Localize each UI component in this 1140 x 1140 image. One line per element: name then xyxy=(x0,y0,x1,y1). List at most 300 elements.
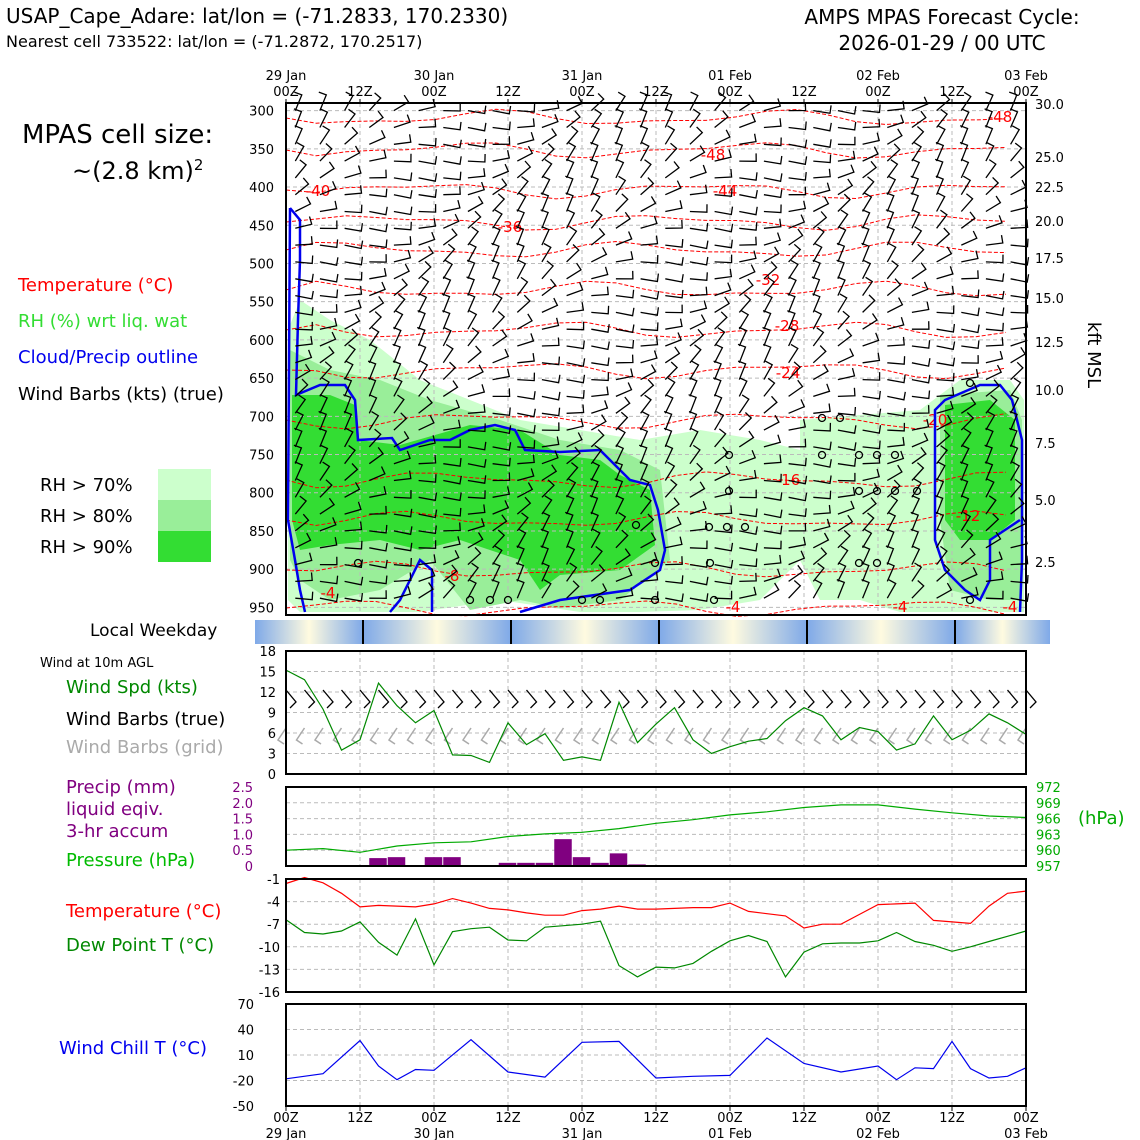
wind-barb-467 xyxy=(715,344,723,363)
wind-barb-531 xyxy=(813,384,829,397)
wind-barb-463 xyxy=(616,355,633,363)
wind-barb-413 xyxy=(863,314,877,330)
wind-barb-70 xyxy=(542,129,556,145)
wind-barb-521 xyxy=(567,390,585,398)
wind-barb-459 xyxy=(517,353,534,363)
legend-dewpoint: Dew Point T (°C) xyxy=(66,935,215,956)
kft-tick-label-6: 12.5 xyxy=(1035,336,1064,351)
true-wind-barb-14 xyxy=(545,690,555,708)
precip-ytick-0: 0 xyxy=(244,860,253,875)
grid-wind-barb-22 xyxy=(685,728,693,744)
wind-barb-415 xyxy=(912,321,929,329)
wind-barb-466 xyxy=(690,345,701,363)
precip-ytick-5: 2.5 xyxy=(232,781,253,796)
wind-barb-5 xyxy=(419,99,436,111)
wind-barb-119 xyxy=(1011,143,1022,161)
wind-barb-114 xyxy=(887,144,900,161)
wind-barb-63 xyxy=(369,130,385,144)
grid-wind-barb-7 xyxy=(408,728,416,744)
wind-barb-492 xyxy=(591,372,608,380)
wind-barb-149 xyxy=(1011,161,1024,178)
wind-barb-414 xyxy=(887,317,903,329)
wind-barb-263 xyxy=(861,227,869,246)
wind-barb-124 xyxy=(394,173,412,181)
true-wind-barb-13 xyxy=(527,690,537,708)
wind-barb-30 xyxy=(294,109,302,128)
wind-barb-509 xyxy=(1011,362,1023,379)
wind-barb-371 xyxy=(567,302,584,312)
wind-barb-188 xyxy=(493,194,505,212)
wind-barb-529 xyxy=(764,378,775,396)
wind-barb-384 xyxy=(887,298,902,313)
weekday-strip-segment-1 xyxy=(363,620,511,644)
wind-barb-173 xyxy=(863,177,874,195)
wind-barb-16 xyxy=(690,92,698,111)
wind-barb-90 xyxy=(295,143,304,162)
true-wind-barb-37 xyxy=(971,690,981,708)
isotherm-label-14: -4 xyxy=(892,598,908,616)
wind-barb-60 xyxy=(295,126,302,145)
wind-barb-498 xyxy=(738,361,746,380)
wind-barb-387 xyxy=(961,308,979,316)
wind-barb-133 xyxy=(616,159,624,178)
wind-barb-457 xyxy=(468,346,481,363)
wind-barb-333 xyxy=(369,282,385,296)
wind-barb-490 xyxy=(542,375,560,383)
grid-wind-barb-16 xyxy=(574,728,582,744)
wind-barb-82 xyxy=(838,137,855,145)
wind-barb-417 xyxy=(961,325,979,333)
wind-barb-587 xyxy=(715,412,724,431)
wind-barb-327 xyxy=(961,270,978,279)
wind-barb-21 xyxy=(813,105,831,113)
bottom-time-label-1: 12Z xyxy=(347,1111,373,1126)
precip-ytick-4: 2.0 xyxy=(232,796,253,812)
wind-barb-287 xyxy=(715,255,732,263)
wind-barb-383 xyxy=(863,295,875,313)
pressure-tick-label-2: 400 xyxy=(249,181,274,197)
wind-barb-169 xyxy=(764,190,782,198)
wind-barb-182 xyxy=(345,205,362,213)
top-date-label-0: 29 Jan xyxy=(265,69,307,84)
wind-barb-418 xyxy=(986,323,1003,331)
wind-barb-101 xyxy=(567,143,576,162)
wind-barb-325 xyxy=(912,263,926,279)
wind-barb-472 xyxy=(838,349,853,363)
legend-precip1: Precip (mm) xyxy=(66,777,176,798)
wind-barb-254 xyxy=(641,236,658,246)
wind-barb-76 xyxy=(690,127,702,144)
wind-barb-247 xyxy=(468,227,478,245)
wind-barb-407 xyxy=(715,312,727,329)
pressure-tick-label-1: 350 xyxy=(249,142,274,158)
wind-barb-305 xyxy=(419,261,431,278)
wind-barb-356 xyxy=(937,286,954,296)
true-wind-barb-3 xyxy=(342,690,352,708)
wind-ytick-6: 18 xyxy=(259,645,276,660)
cell-size-exponent: 2 xyxy=(193,156,204,174)
true-wind-barb-22 xyxy=(693,690,703,708)
wind-barb-166 xyxy=(690,185,707,195)
wind-barb-177 xyxy=(961,176,970,195)
kft-tick-label-0: 30.0 xyxy=(1035,98,1064,113)
legend-windchill: Wind Chill T (°C) xyxy=(59,1038,207,1059)
wind-barb-265 xyxy=(912,227,921,245)
bottom-time-label-10: 00Z xyxy=(1013,1111,1039,1126)
grid-wind-barb-28 xyxy=(796,728,804,744)
wind-barb-72 xyxy=(591,126,599,145)
kft-tick-label-2: 22.5 xyxy=(1035,181,1064,196)
wind-barb-316 xyxy=(690,272,707,280)
isotherm-label-8: -20 xyxy=(922,411,948,429)
wind-barb-262 xyxy=(838,227,846,246)
wind-barb-187 xyxy=(468,196,483,211)
wind-barb-444 xyxy=(887,337,904,346)
wind-barb-162 xyxy=(591,176,598,195)
bottom-time-label-0: 00Z xyxy=(273,1111,299,1126)
wind-barb-245 xyxy=(419,232,435,245)
wind-barb-497 xyxy=(714,361,722,380)
wind-barb-530 xyxy=(789,380,803,396)
weekday-strip-segment-5 xyxy=(955,620,1050,644)
true-wind-barb-39 xyxy=(1008,690,1018,708)
bottom-date-label-5: 03 Feb xyxy=(1004,1127,1048,1140)
wind-barb-85 xyxy=(912,127,924,145)
wind-barb-551 xyxy=(567,405,584,414)
top-date-label-1: 30 Jan xyxy=(413,69,455,84)
kft-tick-label-3: 20.0 xyxy=(1035,215,1064,230)
wind-barb-584 xyxy=(641,412,649,431)
true-wind-barb-40 xyxy=(1026,690,1036,708)
wind-barb-84 xyxy=(887,129,902,144)
wind-barb-73 xyxy=(615,126,623,145)
wind-barb-81 xyxy=(813,139,831,147)
wind-barb-143 xyxy=(863,161,877,178)
pressure-ytick-2: 963 xyxy=(1036,828,1061,844)
wind-ytick-5: 15 xyxy=(259,665,276,681)
isotherm-label-10: -12 xyxy=(955,507,981,525)
wind-barb-385 xyxy=(912,302,929,313)
wind-barb-273 xyxy=(369,254,386,262)
wind-barb-525 xyxy=(665,378,674,396)
isotherm-label-4: -36 xyxy=(497,218,523,236)
wind-barb-558 xyxy=(739,395,749,413)
bottom-date-label-4: 02 Feb xyxy=(856,1127,900,1140)
top-time-label-10: 00Z xyxy=(1013,85,1039,100)
wind-barb-283 xyxy=(616,251,633,262)
weekday-strip xyxy=(255,620,1050,644)
bottom-time-axis xyxy=(266,1106,1048,1140)
wind-barb-519 xyxy=(517,391,535,399)
wind-barb-231 xyxy=(813,212,826,229)
wind-barb-279 xyxy=(516,243,524,262)
kft-tick-label-4: 17.5 xyxy=(1035,252,1064,267)
wind-barb-230 xyxy=(789,215,805,229)
top-date-label-4: 02 Feb xyxy=(856,69,900,84)
wind-barb-437 xyxy=(715,328,725,346)
grid-wind-barb-34 xyxy=(907,728,915,744)
precip-bar-3 xyxy=(443,857,461,866)
precip-bar-1 xyxy=(388,857,406,866)
chill-ytick-1: 40 xyxy=(237,1023,254,1039)
grid-wind-barb-9 xyxy=(445,728,453,744)
isotherm-label-0: -48 xyxy=(987,108,1013,126)
bottom-time-label-5: 12Z xyxy=(643,1111,669,1126)
wind-barb-890 xyxy=(789,581,801,599)
wind-frame xyxy=(286,651,1026,774)
kft-tick-label-9: 5.0 xyxy=(1035,494,1056,509)
wind-barb-65 xyxy=(419,138,436,146)
wind-barb-62 xyxy=(345,127,358,144)
chill-ytick-2: 10 xyxy=(237,1049,254,1064)
true-wind-barb-34 xyxy=(915,690,925,708)
wind-barb-147 xyxy=(961,159,968,178)
top-date-label-5: 03 Feb xyxy=(1004,69,1048,84)
true-wind-barb-21 xyxy=(675,690,685,708)
wind-barb-225 xyxy=(665,220,682,228)
grid-wind-barb-26 xyxy=(759,728,767,744)
wind-barb-300 xyxy=(295,274,313,282)
wind-barb-562 xyxy=(838,407,856,415)
wind-barb-458 xyxy=(493,349,509,363)
grid-wind-barb-38 xyxy=(981,728,989,744)
true-wind-barb-31 xyxy=(860,690,870,708)
wind-barb-284 xyxy=(641,255,658,263)
isotherm-label-5: -32 xyxy=(755,271,781,289)
pressure-tick-label-13: 950 xyxy=(249,601,274,617)
wind-barb-193 xyxy=(616,194,628,212)
wind-barb-184 xyxy=(394,207,412,215)
pressure-tick-label-10: 800 xyxy=(249,486,274,502)
wind-barb-381 xyxy=(812,294,819,313)
true-wind-barb-36 xyxy=(952,690,962,708)
wind-barb-560 xyxy=(789,399,805,413)
grid-wind-barb-1 xyxy=(297,728,305,744)
wind-barb-561 xyxy=(813,404,830,414)
wind-barb-171 xyxy=(813,183,829,195)
true-wind-barb-9 xyxy=(453,690,463,708)
true-wind-barb-25 xyxy=(749,690,759,708)
wind-barb-200 xyxy=(789,201,806,212)
wind-barb-161 xyxy=(565,176,573,195)
wind-barb-54 xyxy=(887,115,903,128)
wind-barb-526 xyxy=(689,378,696,397)
kft-tick-label-7: 10.0 xyxy=(1035,384,1064,399)
wind-barb-334 xyxy=(394,279,407,296)
isotherm-line-5 xyxy=(286,281,1006,296)
wind-barb-148 xyxy=(986,160,996,178)
wind-barb-495 xyxy=(665,362,677,380)
wind-barb-380 xyxy=(787,294,795,313)
wind-barb-128 xyxy=(493,164,509,178)
legend-rh80: RH > 80% xyxy=(40,506,133,527)
top-time-label-0: 00Z xyxy=(273,85,299,100)
pressure-ytick-5: 972 xyxy=(1036,781,1061,796)
wind-barb-203 xyxy=(863,193,872,212)
wind-barb-256 xyxy=(690,241,708,249)
wind-barb-266 xyxy=(937,228,950,245)
wind-barb-205 xyxy=(911,193,919,212)
wind-barb-376 xyxy=(690,301,707,313)
wind-barb-49 xyxy=(764,118,781,127)
wind-barb-199 xyxy=(764,205,781,213)
legend-cloud-outline: Cloud/Precip outline xyxy=(18,347,199,368)
bottom-time-label-2: 00Z xyxy=(421,1111,447,1126)
bottom-date-label-0: 29 Jan xyxy=(265,1127,307,1140)
wind-barb-130 xyxy=(542,160,552,178)
wind-barb-192 xyxy=(591,193,600,212)
wind-barb-392 xyxy=(345,314,360,329)
wind-barb-559 xyxy=(764,396,777,413)
wind-barb-364 xyxy=(394,294,405,312)
wind-ytick-2: 6 xyxy=(267,727,276,742)
precip-bar-8 xyxy=(573,857,591,866)
wind-barb-532 xyxy=(838,388,855,397)
wind-barb-181 xyxy=(320,201,337,212)
wind-barb-426 xyxy=(443,327,451,346)
wind-barb-518 xyxy=(493,388,510,396)
wind-barb-208 xyxy=(986,196,1001,212)
legend-temperature: Temperature (°C) xyxy=(18,275,174,296)
kft-tick-label-5: 15.0 xyxy=(1035,292,1064,307)
wind-barb-361 xyxy=(320,304,337,312)
wind-barb-436 xyxy=(690,329,703,346)
wind-barb-342 xyxy=(591,287,608,296)
legend-precip3: 3-hr accum xyxy=(66,821,169,842)
wind-barb-120 xyxy=(295,160,306,178)
wind-barb-258 xyxy=(739,237,756,245)
wind-barb-36 xyxy=(443,122,461,130)
wind-barb-504 xyxy=(887,375,905,383)
cell-size-label: MPAS cell size: xyxy=(22,120,214,150)
wind-barb-435 xyxy=(665,333,681,347)
wind-barb-326 xyxy=(937,266,953,279)
wind-barb-304 xyxy=(394,264,409,279)
bottom-time-label-8: 00Z xyxy=(865,1111,891,1126)
wind-barb-412 xyxy=(838,311,849,329)
wind-barb-96 xyxy=(443,156,461,164)
true-wind-barb-4 xyxy=(360,690,370,708)
wind-speed-panel xyxy=(259,645,1036,783)
wind-barb-585 xyxy=(664,412,672,431)
wind-barb-46 xyxy=(690,109,700,127)
bottom-time-label-9: 12Z xyxy=(939,1111,965,1126)
wind-barb-109 xyxy=(764,156,782,164)
top-time-label-4: 00Z xyxy=(569,85,595,100)
wind-barb-298 xyxy=(986,255,1003,263)
pressure-tick-label-3: 450 xyxy=(249,219,274,235)
wind-barb-297 xyxy=(961,251,978,262)
wind-barb-117 xyxy=(960,143,968,162)
grid-wind-barb-8 xyxy=(426,728,434,744)
wind-barb-394 xyxy=(394,311,403,330)
wind-barb-268 xyxy=(986,235,1003,245)
wind-barb-228 xyxy=(739,222,757,230)
wind-barb-372 xyxy=(591,306,608,314)
bottom-time-label-4: 00Z xyxy=(569,1111,595,1126)
wind-barb-275 xyxy=(419,246,433,262)
wind-barb-244 xyxy=(394,236,411,245)
wind-barb-37 xyxy=(468,123,486,131)
wind-barb-255 xyxy=(665,239,683,247)
wind-barb-489 xyxy=(517,373,534,381)
bottom-date-label-1: 30 Jan xyxy=(413,1127,455,1140)
wind-barb-378 xyxy=(739,295,750,313)
pressure-ytick-1: 960 xyxy=(1036,844,1061,860)
precip-ytick-3: 1.5 xyxy=(232,812,253,828)
wind-barb-393 xyxy=(369,312,381,330)
grid-wind-barb-0 xyxy=(278,728,286,744)
wind-barb-424 xyxy=(393,327,400,346)
wind-barb-139 xyxy=(764,173,782,181)
grid-wind-barb-33 xyxy=(889,728,897,744)
wind-barb-86 xyxy=(937,126,945,145)
wind-barb-138 xyxy=(739,172,757,180)
wind-barb-442 xyxy=(838,330,852,347)
chill-ytick-0: 70 xyxy=(237,998,254,1013)
wind-barb-278 xyxy=(491,243,499,262)
true-wind-barb-20 xyxy=(656,690,666,708)
grid-wind-barb-11 xyxy=(482,728,490,744)
wind-barb-183 xyxy=(369,207,387,215)
wind-barb-153 xyxy=(369,189,387,197)
pressure-ytick-0: 957 xyxy=(1036,860,1061,875)
wind-barb-281 xyxy=(567,245,579,262)
wind-barb-190 xyxy=(541,193,549,212)
wind-barb-464 xyxy=(641,351,657,363)
grid-wind-barb-29 xyxy=(815,728,823,744)
legend-pressure: Pressure (hPa) xyxy=(66,850,196,871)
wind-barb-78 xyxy=(739,134,756,145)
wind-barb-409 xyxy=(763,311,771,330)
wind-chill-panel xyxy=(233,998,1026,1115)
wind-barb-302 xyxy=(345,272,362,280)
wind-barb-501 xyxy=(813,364,828,379)
wind-barb-430 xyxy=(542,338,559,347)
wind-barb-312 xyxy=(591,267,607,279)
bottom-date-label-2: 31 Jan xyxy=(561,1127,603,1140)
wind-barb-396 xyxy=(442,311,450,330)
wind-barb-397 xyxy=(468,311,476,330)
wind-barb-198 xyxy=(739,207,757,215)
wind-barb-41 xyxy=(567,111,580,128)
wind-barb-508 xyxy=(986,365,1001,380)
wind-barb-253 xyxy=(616,232,632,246)
wind-barb-291 xyxy=(813,243,821,262)
true-wind-barb-26 xyxy=(767,690,777,708)
wind-barb-6 xyxy=(443,103,460,111)
wind-barb-355 xyxy=(912,282,928,296)
wind-barb-474 xyxy=(887,356,904,364)
wind-barb-241 xyxy=(320,239,338,247)
chill-ytick-4: -50 xyxy=(232,1100,254,1115)
wind-barb-163 xyxy=(616,176,625,194)
dewpoint-line xyxy=(286,919,1026,977)
top-date-label-2: 31 Jan xyxy=(561,69,603,84)
wind-barb-350 xyxy=(789,277,796,296)
wind-barb-55 xyxy=(912,111,926,127)
wind-barb-496 xyxy=(690,361,699,380)
wind-barb-201 xyxy=(813,197,828,212)
wind-barb-87 xyxy=(960,126,968,145)
wind-barb-168 xyxy=(739,190,757,198)
wind-barb-246 xyxy=(443,229,457,245)
legend-rh: RH (%) wrt liq. wat xyxy=(18,311,188,332)
wind-barb-189 xyxy=(517,193,525,212)
wind-barb-134 xyxy=(641,160,651,178)
grid-wind-barb-35 xyxy=(926,728,934,744)
local-weekday-label: Local Weekday xyxy=(90,621,218,641)
